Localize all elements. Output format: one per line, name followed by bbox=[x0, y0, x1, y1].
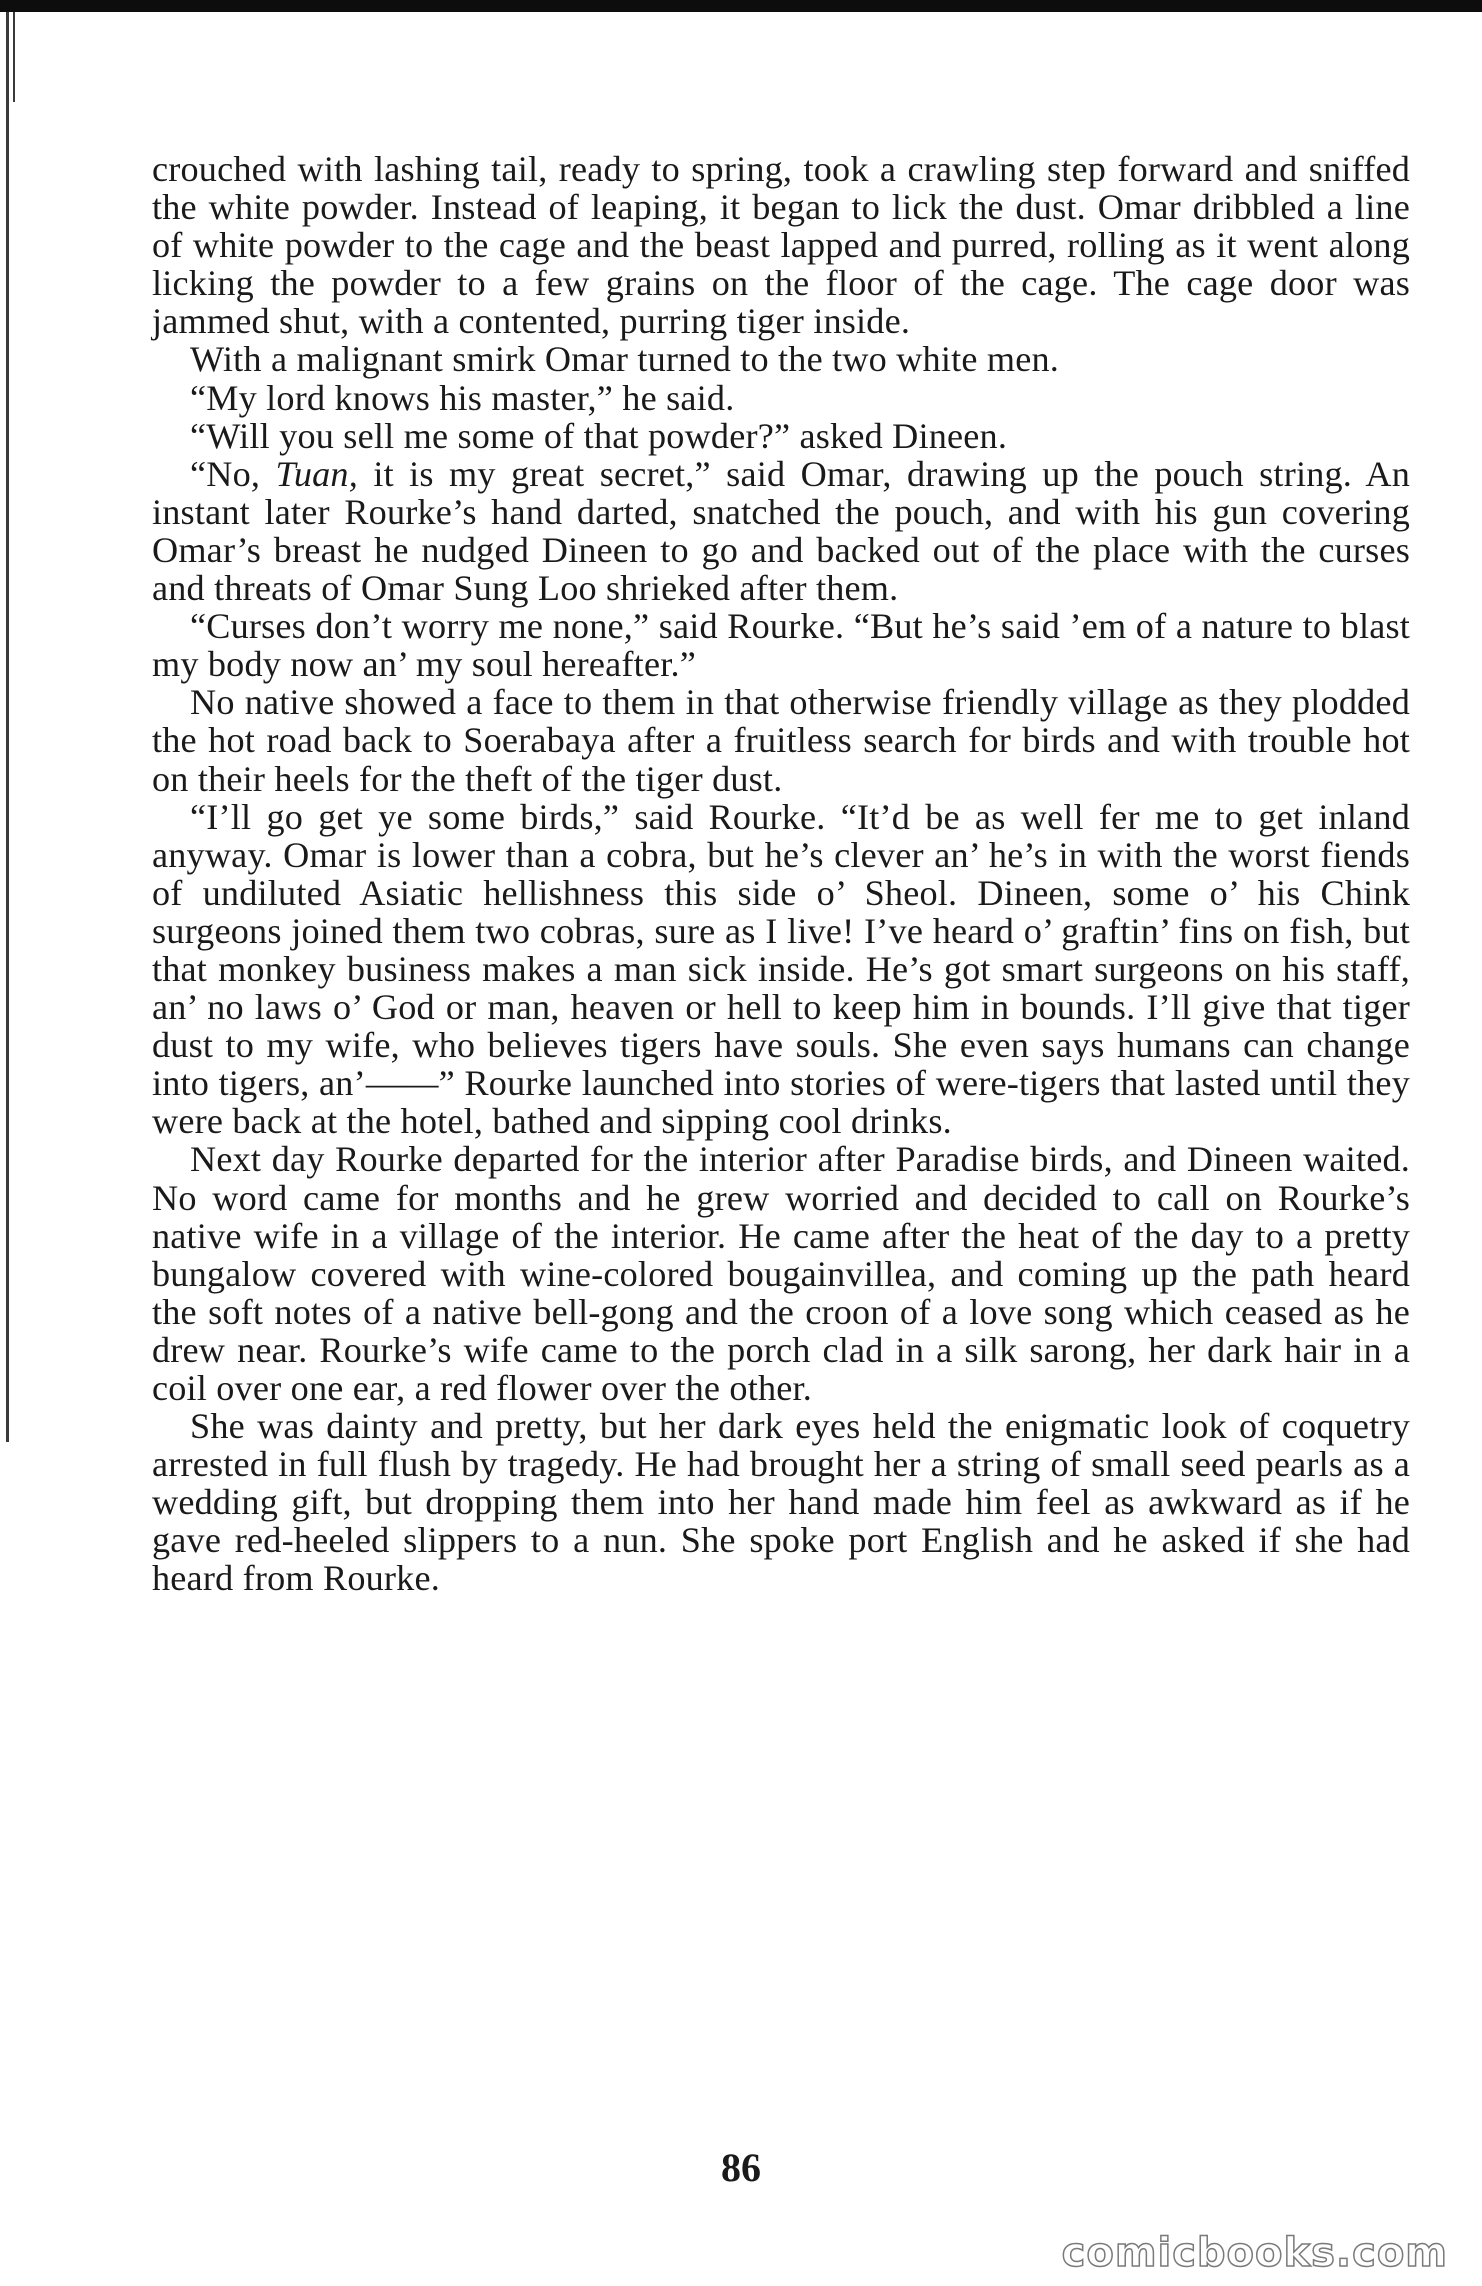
italic-word: Tuan, bbox=[275, 453, 358, 494]
watermark-logo: comicbooks.com bbox=[1061, 2230, 1448, 2276]
left-scan-edge bbox=[6, 12, 9, 1442]
paragraph-text: “No, bbox=[190, 453, 276, 494]
paragraph-text: it is my great secret,” said Omar, drawing up the pouch string. An instant later Rourke’s hand darted, snatched the pouch, and with his gun covering Omar’s breast he nudged Dineen to go and backed out of the place with the curses and threats of Omar Sung Loo shrieked after them. bbox=[152, 453, 1411, 609]
paragraph: crouched with lashing tail, ready to spring, took a crawling step forward and sniffed the white powder. Instead of leaping, it began to lick the dust. Omar dribbled a line of white powder to the cage and the beast lapped and purred, rolling as it went along licking the powder to a few grains on the floor of the cage. The cage door was jammed shut, with a contented, purring tiger inside. bbox=[152, 149, 1410, 342]
paragraph: “I’ll go get ye some birds,” said Rourke. “It’d be as well fer me to get inland anyway. Omar is lower than a cobra, but he’s clever an’ he’s in with the worst fiends of undiluted Asiatic hellishness this side o’ Sheol. Dineen, some o’ his Chink surgeons joined them two cobras, sure as I live! I’ve heard o’ graftin’ fins on fish, but that monkey business makes a man sick inside. He’s got smart surgeons on his staff, an’ no laws o’ God or man, heaven or hell to keep him in bounds. I’ll give that tiger dust to my wife, who believes tigers have souls. She even says humans can change into tigers, an’——” Rourke launched into stories of were-tigers that lasted until they were back at the hotel, bathed and sipping cool drinks. bbox=[152, 796, 1410, 1142]
paragraph: “Will you sell me some of that powder?” asked Dineen. bbox=[190, 415, 1008, 456]
paragraph: No native showed a face to them in that otherwise friendly village as they plodded the hot road back to Soerabaya after a fruitless search for birds and with trouble hot on their heels for the theft of the tiger dust. bbox=[152, 682, 1410, 799]
paragraph: “My lord knows his master,” he said. bbox=[190, 377, 735, 418]
paragraph: “Curses don’t worry me none,” said Rourke. “But he’s said ’em of a nature to blast my body now an’ my soul hereafter.” bbox=[152, 606, 1410, 685]
paragraph: With a malignant smirk Omar turned to the two white men. bbox=[190, 339, 1060, 380]
page-number: 86 bbox=[721, 2145, 761, 2190]
page-body-text bbox=[152, 150, 1410, 1598]
top-scan-border bbox=[0, 0, 1482, 12]
paragraph: Next day Rourke departed for the interior after Paradise birds, and Dineen waited. No word came for months and he grew worried and decided to call on Rourke’s native wife in a village of the interior. He came after the heat of the day to a pretty bungalow covered with wine-colored bougainvillea, and coming up the path heard the soft notes of a native bell-gong and the croon of a love song which ceased as he drew near. Rourke’s wife came to the porch clad in a silk sarong, her dark hair in a coil over one ear, a red flower over the other. bbox=[152, 1139, 1410, 1408]
paragraph: She was dainty and pretty, but her dark eyes held the enigmatic look of coquetry arrested in full flush by tragedy. He had brought her a string of small seed pearls as a wedding gift, but dropping them into her hand made him feel as awkward as if he gave red-heeled slippers to a nun. She spoke port English and he asked if she had heard from Rourke. bbox=[152, 1406, 1410, 1599]
paragraph bbox=[152, 455, 1410, 607]
left-scan-edge-mark bbox=[13, 12, 15, 102]
